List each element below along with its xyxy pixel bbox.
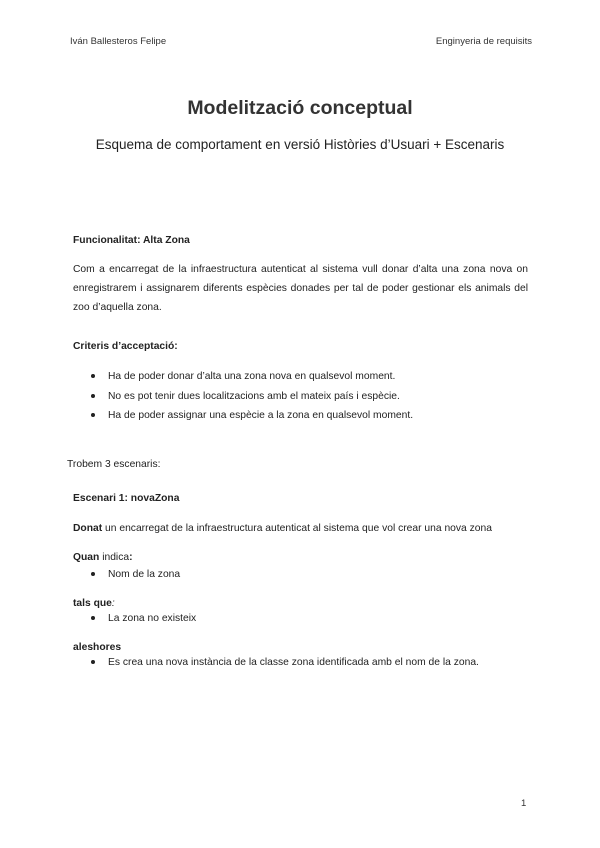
acceptance-list [90,367,413,426]
such-list [90,609,196,629]
such-keyword: tals que [73,598,112,609]
scenario1-given [73,520,492,538]
functionality-description: Com a encarregat de la infraestructura autenticat al sistema vull donar d’alta una zona nova on enregistrarem i assignarem diferents espècies donades per tal de poder gestionar els animals del zoo d’aquella zona. [73,264,528,313]
then-item: Es crea una nova instància de la classe zona identificada amb el nom de la zona. [90,653,479,673]
page-subtitle: Esquema de comportament en versió Històries d’Usuari + Escenaris [95,137,505,152]
when-item: Nom de la zona [90,565,180,585]
header-course: Enginyeria de requisits [435,36,532,47]
acceptance-item: Ha de poder donar d’alta una zona nova en qualsevol moment. [90,367,413,387]
then-list [90,653,479,673]
scenarios-intro: Trobem 3 escenaris: [67,459,161,470]
when-colon: : [129,552,133,563]
functionality-heading: Funcionalitat: Alta Zona [73,235,190,246]
acceptance-item: No es pot tenir dues localitzacions amb el mateix país i espècie. [90,387,413,407]
given-keyword: Donat [73,523,103,534]
acceptance-heading: Criteris d’acceptació: [73,341,178,352]
when-text: indica [99,552,130,563]
header-author: Iván Ballesteros Felipe [70,36,167,47]
when-list [90,565,180,585]
such-item: La zona no existeix [90,609,196,629]
scenario1-then: aleshores [73,642,122,653]
given-text: un encarregat de la infraestructura autenticat al sistema que vol crear una nova zona [102,523,492,534]
such-colon: : [111,598,115,609]
acceptance-item: Ha de poder assignar una espècie a la zona en qualsevol moment. [90,406,413,426]
page-title: Modelització conceptual [187,97,413,119]
when-keyword: Quan [73,552,100,563]
scenario1-heading: Escenari 1: novaZona [73,493,180,504]
page-number: 1 [521,798,527,809]
